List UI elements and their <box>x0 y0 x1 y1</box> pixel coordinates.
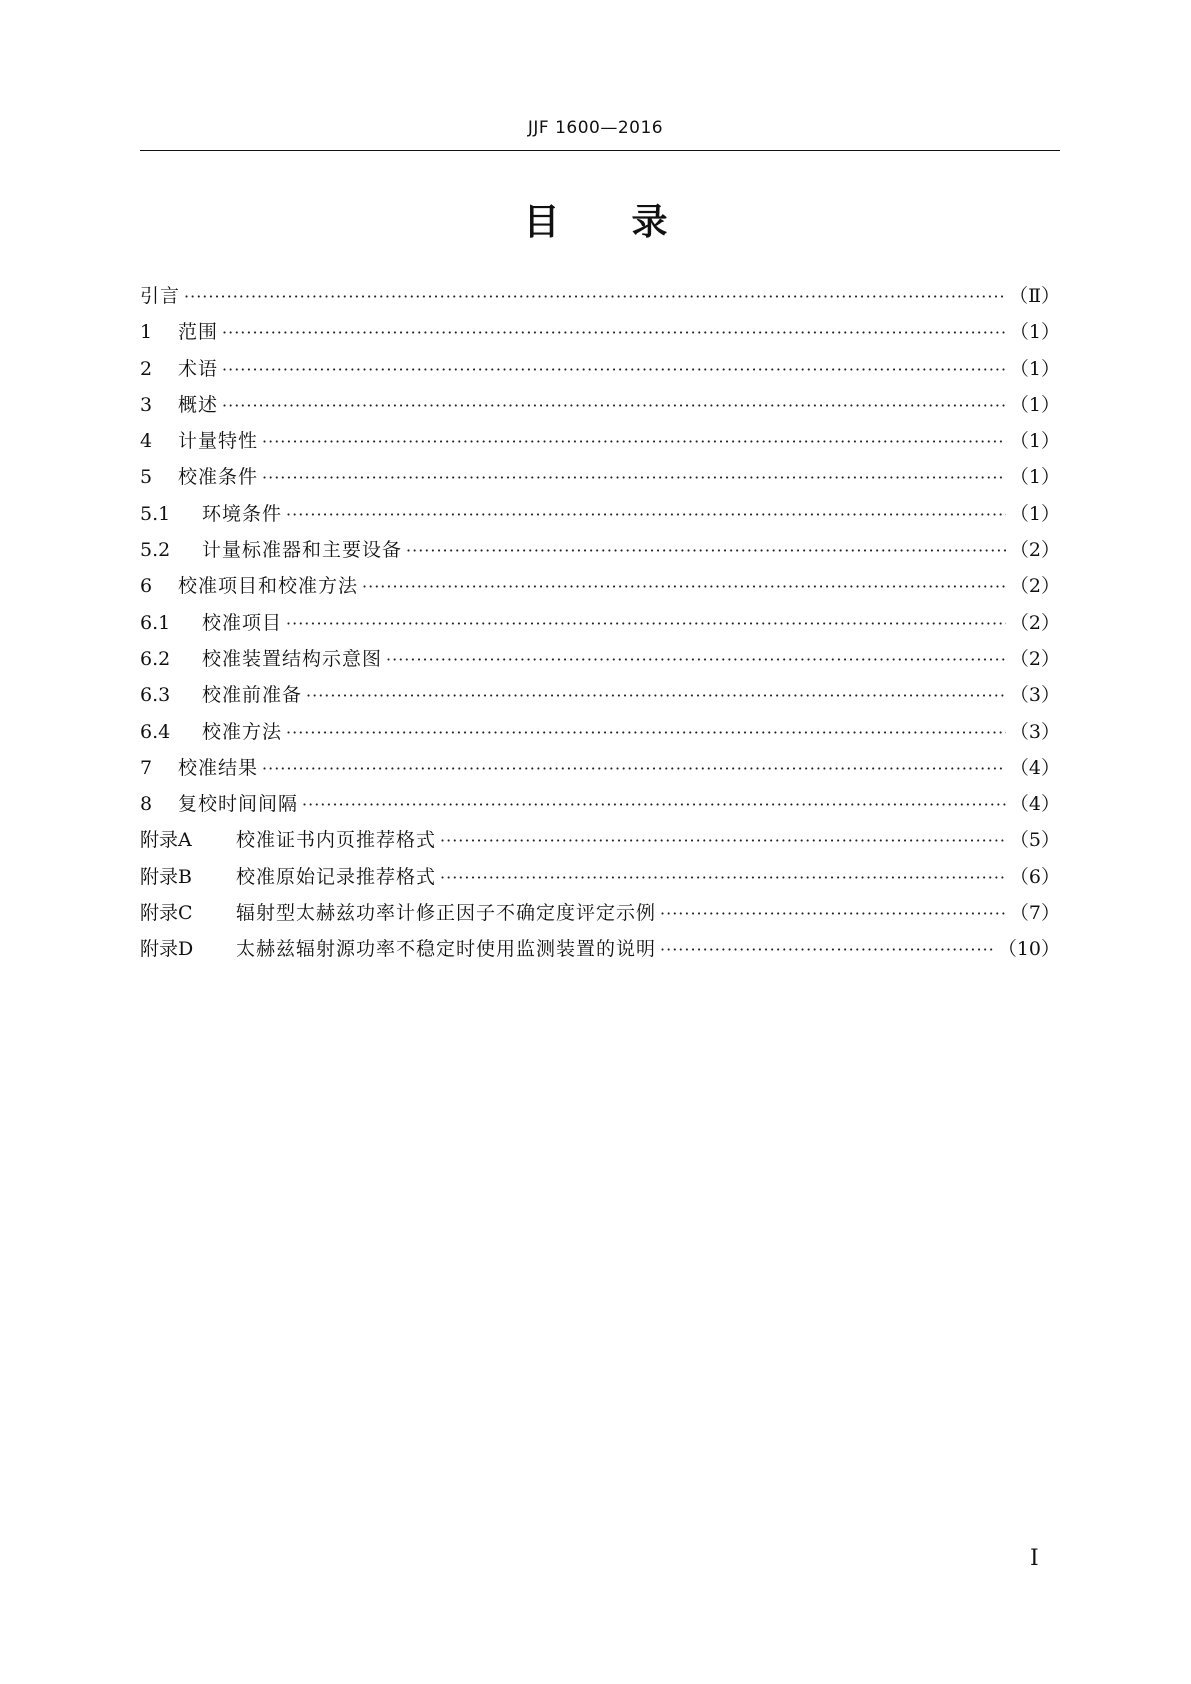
toc-entry-label: 计量特性 <box>178 430 259 453</box>
toc-dot-leader <box>302 787 1006 822</box>
toc-entry[interactable] <box>140 496 1060 532</box>
toc-entry-number: 6.4 <box>140 720 171 743</box>
toc-entry-page: （1） <box>1009 321 1060 344</box>
toc-entry-number: 3 <box>140 393 153 416</box>
toc-entry-page: （3） <box>1009 684 1060 707</box>
toc-entry-number: 5.1 <box>140 502 171 525</box>
toc-entry-page: （2） <box>1009 539 1060 562</box>
toc-entry-label: 校准项目 <box>202 611 283 634</box>
toc-dot-leader <box>386 642 1006 677</box>
toc-entry-page: （1） <box>1009 430 1060 453</box>
toc-entry[interactable] <box>140 714 1060 750</box>
toc-entry-label: 范围 <box>178 321 219 344</box>
toc-entry-label: 校准前准备 <box>202 684 303 707</box>
toc-entry-number: 1 <box>140 321 153 344</box>
toc-entry-label: 校准结果 <box>178 756 259 779</box>
toc-title: 目 录 <box>523 202 668 243</box>
toc-entry-label: 复校时间间隔 <box>178 793 299 816</box>
toc-entry[interactable] <box>140 859 1060 895</box>
toc-entry-label: 校准条件 <box>178 466 259 489</box>
toc-entry-page: （7） <box>1009 902 1060 925</box>
toc-entry[interactable] <box>140 278 1060 314</box>
toc-entry-label: 概述 <box>178 393 219 416</box>
toc-entry-page: （3） <box>1009 720 1060 743</box>
toc-entry[interactable] <box>140 423 1060 459</box>
toc-entry[interactable] <box>140 822 1060 858</box>
toc-entry-page: （1） <box>1009 357 1060 380</box>
toc-entry-page: （Ⅱ） <box>1009 285 1060 307</box>
table-of-contents <box>140 278 1060 968</box>
toc-entry[interactable] <box>140 641 1060 677</box>
toc-entry[interactable] <box>140 568 1060 604</box>
toc-entry-number: 4 <box>140 430 153 453</box>
header-divider <box>140 150 1060 151</box>
toc-entry-page: （2） <box>1009 611 1060 634</box>
toc-entry[interactable] <box>140 351 1060 387</box>
toc-entry-page: （4） <box>1009 793 1060 816</box>
toc-entry-number: 5.2 <box>140 539 171 562</box>
toc-dot-leader <box>286 606 1006 641</box>
toc-dot-leader <box>262 460 1006 495</box>
toc-entry-label: 校准证书内页推荐格式 <box>236 829 437 852</box>
toc-entry-label: 校准装置结构示意图 <box>202 647 383 670</box>
toc-entry-label: 辐射型太赫兹功率计修正因子不确定度评定示例 <box>236 902 657 925</box>
toc-entry-label: 环境条件 <box>202 502 283 525</box>
toc-entry[interactable] <box>140 605 1060 641</box>
toc-dot-leader <box>222 352 1006 387</box>
toc-entry[interactable] <box>140 387 1060 423</box>
toc-entry-label: 校准方法 <box>202 720 283 743</box>
toc-entry-number: 6 <box>140 575 153 598</box>
toc-entry-label: 术语 <box>178 357 219 380</box>
toc-entry-label: 计量标准器和主要设备 <box>202 539 403 562</box>
toc-entry-label: 引言 <box>140 285 181 307</box>
toc-dot-leader <box>362 569 1006 604</box>
page-number: Ⅰ <box>1030 1546 1039 1571</box>
toc-entry-page: （1） <box>1009 502 1060 525</box>
toc-dot-leader <box>440 860 1006 895</box>
toc-entry-page: （5） <box>1009 829 1060 852</box>
toc-entry[interactable] <box>140 895 1060 931</box>
toc-dot-leader <box>440 823 1006 858</box>
toc-entry-page: （1） <box>1009 466 1060 489</box>
toc-entry-number: 6.3 <box>140 684 171 707</box>
toc-entry-label: 校准原始记录推荐格式 <box>236 865 437 888</box>
toc-dot-leader <box>306 678 1006 713</box>
toc-entry-page: （4） <box>1009 756 1060 779</box>
toc-dot-leader <box>660 896 1006 931</box>
toc-entry-number: 附录D <box>140 938 194 961</box>
toc-entry[interactable] <box>140 459 1060 495</box>
toc-entry[interactable] <box>140 750 1060 786</box>
toc-entry-page: （6） <box>1009 865 1060 888</box>
toc-entry-number: 6.1 <box>140 611 171 634</box>
toc-dot-leader <box>262 751 1006 786</box>
toc-dot-leader <box>406 533 1006 568</box>
toc-entry[interactable] <box>140 314 1060 350</box>
toc-entry-label: 校准项目和校准方法 <box>178 575 359 598</box>
toc-entry-number: 附录B <box>140 865 192 888</box>
toc-dot-leader <box>184 279 1005 314</box>
toc-dot-leader <box>286 497 1006 532</box>
toc-dot-leader <box>222 315 1006 350</box>
toc-entry-number: 5 <box>140 466 153 489</box>
toc-dot-leader <box>286 715 1006 750</box>
toc-entry-page: （2） <box>1009 575 1060 598</box>
toc-entry-page: （1） <box>1009 393 1060 416</box>
toc-entry-number: 附录A <box>140 829 192 852</box>
toc-entry[interactable] <box>140 677 1060 713</box>
toc-dot-leader <box>222 388 1006 423</box>
toc-entry-number: 6.2 <box>140 647 171 670</box>
document-code-header: JJF 1600—2016 <box>527 118 664 138</box>
toc-entry-number: 7 <box>140 756 153 779</box>
toc-entry-label: 太赫兹辐射源功率不稳定时使用监测装置的说明 <box>236 938 657 961</box>
toc-dot-leader <box>262 424 1006 459</box>
toc-entry[interactable] <box>140 532 1060 568</box>
toc-entry-number: 2 <box>140 357 153 380</box>
toc-entry-number: 8 <box>140 793 153 816</box>
toc-entry[interactable] <box>140 931 1060 967</box>
toc-entry-number: 附录C <box>140 902 193 925</box>
toc-entry[interactable] <box>140 786 1060 822</box>
toc-dot-leader <box>660 932 994 967</box>
toc-entry-page: （2） <box>1009 647 1060 670</box>
toc-entry-page: （10） <box>997 938 1060 961</box>
